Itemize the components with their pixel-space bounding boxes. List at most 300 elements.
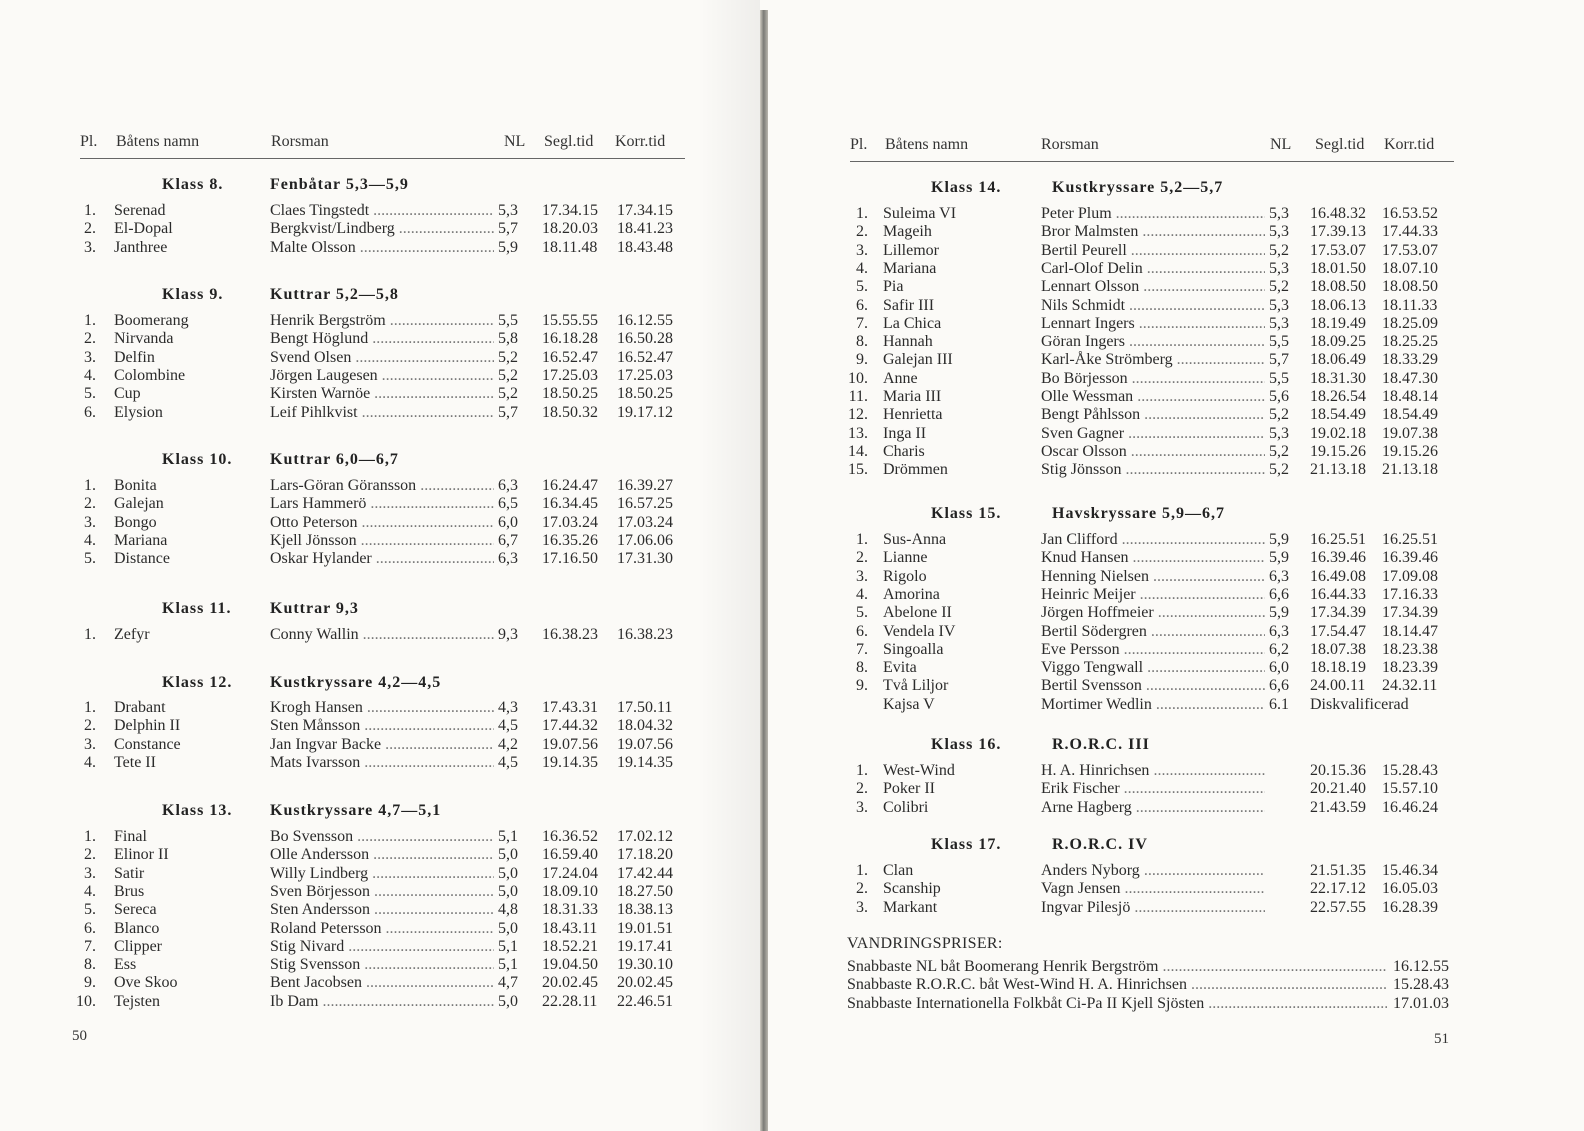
placing: 3. bbox=[84, 513, 96, 531]
sailing-time: 18.09.25 bbox=[1310, 333, 1366, 351]
vandringspris-time: 16.12.55 bbox=[1393, 958, 1449, 975]
sailing-time: 17.54.47 bbox=[1310, 622, 1366, 640]
vandringspris-text: Snabbaste NL båt Boomerang Henrik Bergström ..... bbox=[847, 958, 1387, 976]
corrected-time: 16.38.23 bbox=[617, 626, 673, 643]
result-row bbox=[768, 659, 1508, 677]
corrected-time: 18.23.39 bbox=[1382, 659, 1438, 677]
sailing-time: 20.02.45 bbox=[542, 974, 598, 992]
corrected-time: 18.48.14 bbox=[1382, 388, 1438, 405]
boat-name: Sus-Anna bbox=[883, 531, 947, 548]
result-row bbox=[768, 549, 1508, 567]
result-row bbox=[0, 865, 740, 883]
sailing-time: 16.48.32 bbox=[1310, 205, 1366, 222]
vandringspris-row bbox=[847, 958, 1467, 976]
result-row bbox=[0, 202, 740, 220]
nl-rating: 6,0 bbox=[498, 513, 518, 531]
sailing-time: 18.08.50 bbox=[1310, 278, 1366, 296]
sailing-time: 17.34.39 bbox=[1310, 604, 1366, 622]
result-row bbox=[0, 846, 740, 864]
result-row bbox=[768, 351, 1508, 369]
placing: 3. bbox=[84, 735, 96, 753]
sailing-time: 18.50.32 bbox=[542, 403, 598, 421]
nl-rating: 5,7 bbox=[1269, 351, 1289, 369]
boat-name: Poker II bbox=[883, 780, 935, 798]
result-row bbox=[768, 899, 1508, 917]
result-row bbox=[0, 367, 740, 385]
boat-name: Nirvanda bbox=[114, 330, 174, 348]
corrected-time: 16.50.28 bbox=[617, 330, 673, 348]
boat-name: Boomerang bbox=[114, 312, 189, 329]
placing: 1. bbox=[84, 828, 96, 845]
placing: 3. bbox=[856, 798, 868, 816]
boat-name: Ess bbox=[114, 956, 137, 974]
boat-name: Colombine bbox=[114, 366, 186, 384]
helmsman: Stig Jönsson ..... bbox=[1041, 461, 1265, 479]
nl-rating: 6,6 bbox=[1269, 677, 1289, 695]
sailing-time: 18.52.21 bbox=[542, 937, 598, 955]
helmsman: Claes Tingstedt ..... bbox=[270, 202, 494, 220]
class-heading-title: Kuttrar 6,0—6,7 bbox=[270, 451, 399, 468]
result-row bbox=[768, 260, 1508, 278]
placing: 1. bbox=[856, 205, 868, 222]
nl-rating: 5,6 bbox=[1269, 388, 1289, 405]
result-row bbox=[768, 696, 1508, 714]
helmsman: Nils Schmidt ..... bbox=[1041, 297, 1265, 315]
helmsman: Olle Wessman ..... bbox=[1041, 388, 1265, 406]
sailing-time: 16.36.52 bbox=[542, 828, 598, 845]
sailing-time: 17.53.07 bbox=[1310, 241, 1366, 259]
result-row bbox=[768, 799, 1508, 817]
sailing-time: 17.25.03 bbox=[542, 366, 598, 384]
result-row bbox=[0, 974, 740, 992]
corrected-time: 18.04.32 bbox=[617, 717, 673, 735]
result-row bbox=[768, 677, 1508, 695]
boat-name: Clan bbox=[883, 862, 914, 879]
corrected-time: 18.50.25 bbox=[617, 385, 673, 403]
sailing-time: 16.25.51 bbox=[1310, 531, 1366, 548]
result-row bbox=[0, 626, 740, 644]
corrected-time: 20.02.45 bbox=[617, 974, 673, 992]
nl-rating: 5,3 bbox=[498, 202, 518, 219]
placing: 9. bbox=[84, 974, 96, 992]
corrected-time: 24.32.11 bbox=[1382, 677, 1438, 695]
boat-name: Ove Skoo bbox=[114, 974, 178, 992]
nl-rating: 6,3 bbox=[1269, 567, 1289, 585]
sailing-time: 18.07.38 bbox=[1310, 640, 1366, 658]
placing: 6. bbox=[856, 296, 868, 314]
helmsman: Stig Svensson ..... bbox=[270, 956, 494, 974]
sailing-time: 15.55.55 bbox=[542, 312, 598, 329]
class-heading-title: Kuttrar 9,3 bbox=[270, 600, 359, 617]
helmsman: Leif Pihlkvist ..... bbox=[270, 404, 494, 422]
helmsman: Peter Plum ..... bbox=[1041, 205, 1265, 223]
result-row bbox=[0, 220, 740, 238]
sailing-time: 16.59.40 bbox=[542, 846, 598, 864]
corrected-time: 16.05.03 bbox=[1382, 880, 1438, 898]
placing: 5. bbox=[856, 604, 868, 622]
placing: 3. bbox=[856, 898, 868, 916]
sailing-time: 18.50.25 bbox=[542, 385, 598, 403]
placing: 2. bbox=[856, 780, 868, 798]
placing: 1. bbox=[84, 202, 96, 219]
placing: 1. bbox=[84, 477, 96, 494]
placing: 8. bbox=[856, 333, 868, 351]
nl-rating: 5,3 bbox=[1269, 223, 1289, 241]
result-row bbox=[0, 404, 740, 422]
placing: 1. bbox=[84, 312, 96, 329]
header-boat-name: Båtens namn bbox=[885, 136, 969, 153]
corrected-time: 17.42.44 bbox=[617, 864, 673, 882]
placing: 3. bbox=[84, 864, 96, 882]
corrected-time: 17.34.39 bbox=[1382, 604, 1438, 622]
nl-rating: 5,3 bbox=[1269, 259, 1289, 277]
result-row bbox=[0, 495, 740, 513]
corrected-time: 16.28.39 bbox=[1382, 898, 1438, 916]
sailing-time: 16.24.47 bbox=[542, 477, 598, 494]
result-row bbox=[768, 223, 1508, 241]
placing: 7. bbox=[856, 314, 868, 332]
sailing-time: Diskvalificerad bbox=[1310, 695, 1409, 713]
class-heading-title: Havskryssare 5,9—6,7 bbox=[1052, 505, 1226, 522]
corrected-time: 17.25.03 bbox=[617, 366, 673, 384]
result-row bbox=[768, 762, 1508, 780]
helmsman: Kjell Jönsson ..... bbox=[270, 532, 494, 550]
left-page bbox=[0, 0, 760, 1131]
nl-rating: 5,2 bbox=[498, 366, 518, 384]
page-number: 51 bbox=[1434, 1031, 1449, 1047]
vandringspris-text: Snabbaste Internationella Folkbåt Ci-Pa II Kjell Sjösten ..... bbox=[847, 995, 1387, 1013]
result-row bbox=[768, 880, 1508, 898]
boat-name: Evita bbox=[883, 659, 917, 677]
nl-rating: 5,7 bbox=[498, 220, 518, 238]
helmsman: H. A. Hinrichsen ..... bbox=[1041, 762, 1265, 780]
class-heading-number: Klass 16. bbox=[931, 736, 1002, 753]
corrected-time: 19.07.56 bbox=[617, 735, 673, 753]
class-heading-title: Kustkryssare 4,7—5,1 bbox=[270, 802, 442, 819]
helmsman: Mats Ivarsson ..... bbox=[270, 754, 494, 772]
placing: 6. bbox=[84, 919, 96, 937]
nl-rating: 5,2 bbox=[498, 385, 518, 403]
placing: 1. bbox=[84, 626, 96, 643]
vandringspris-row bbox=[847, 995, 1467, 1013]
right-page bbox=[768, 0, 1584, 1131]
header-rorsman: Rorsman bbox=[1041, 136, 1099, 153]
sailing-time: 18.31.30 bbox=[1310, 369, 1366, 387]
placing: 9. bbox=[856, 351, 868, 369]
corrected-time: 15.57.10 bbox=[1382, 780, 1438, 798]
helmsman: Bo Svensson ..... bbox=[270, 828, 494, 846]
helmsman: Bergkvist/Lindberg ..... bbox=[270, 220, 494, 238]
corrected-time: 18.43.48 bbox=[617, 238, 673, 256]
class-heading-number: Klass 17. bbox=[931, 836, 1002, 853]
sailing-time: 21.51.35 bbox=[1310, 862, 1366, 879]
boat-name: Delphin II bbox=[114, 717, 181, 735]
corrected-time: 18.27.50 bbox=[617, 882, 673, 900]
placing: 7. bbox=[84, 937, 96, 955]
header-boat-name: Båtens namn bbox=[116, 133, 200, 150]
result-row bbox=[0, 532, 740, 550]
class-heading-number: Klass 15. bbox=[931, 505, 1002, 522]
boat-name: Final bbox=[114, 828, 147, 845]
boat-name: Mariana bbox=[114, 531, 168, 549]
helmsman: Sven Börjesson ..... bbox=[270, 883, 494, 901]
helmsman: Bror Malmsten ..... bbox=[1041, 223, 1265, 241]
result-row bbox=[0, 883, 740, 901]
nl-rating: 5,9 bbox=[1269, 549, 1289, 567]
nl-rating: 5,0 bbox=[498, 864, 518, 882]
nl-rating: 5,3 bbox=[1269, 205, 1289, 222]
result-row bbox=[768, 278, 1508, 296]
nl-rating: 5,5 bbox=[1269, 333, 1289, 351]
nl-rating: 5,9 bbox=[1269, 531, 1289, 548]
helmsman: Jörgen Laugesen ..... bbox=[270, 367, 494, 385]
helmsman: Bent Jacobsen ..... bbox=[270, 974, 494, 992]
class-heading-title: R.O.R.C. IV bbox=[1052, 836, 1148, 853]
corrected-time: 16.39.27 bbox=[617, 477, 673, 494]
helmsman: Bengt Påhlsson ..... bbox=[1041, 406, 1265, 424]
class-heading-number: Klass 13. bbox=[162, 802, 233, 819]
helmsman: Henrik Bergström ..... bbox=[270, 312, 494, 330]
nl-rating: 5,1 bbox=[498, 828, 518, 845]
boat-name: Vendela IV bbox=[883, 622, 956, 640]
corrected-time: 19.15.26 bbox=[1382, 442, 1438, 460]
sailing-time: 21.43.59 bbox=[1310, 798, 1366, 816]
boat-name: West-Wind bbox=[883, 762, 955, 779]
sailing-time: 16.52.47 bbox=[542, 348, 598, 366]
corrected-time: 17.50.11 bbox=[617, 699, 673, 716]
corrected-time: 19.01.51 bbox=[617, 919, 673, 937]
nl-rating: 4,3 bbox=[498, 699, 518, 716]
helmsman: Otto Peterson ..... bbox=[270, 514, 494, 532]
helmsman: Bo Börjesson ..... bbox=[1041, 370, 1265, 388]
sailing-time: 17.34.15 bbox=[542, 202, 598, 219]
nl-rating: 4,5 bbox=[498, 753, 518, 771]
result-row bbox=[0, 385, 740, 403]
result-row bbox=[0, 938, 740, 956]
boat-name: Scanship bbox=[883, 880, 941, 898]
helmsman: Lennart Olsson ..... bbox=[1041, 278, 1265, 296]
helmsman: Vagn Jensen ..... bbox=[1041, 880, 1265, 898]
boat-name: Lillemor bbox=[883, 241, 939, 259]
result-row bbox=[0, 736, 740, 754]
header-korrtid: Korr.tid bbox=[615, 133, 666, 150]
nl-rating: 5,3 bbox=[1269, 314, 1289, 332]
nl-rating: 4,5 bbox=[498, 717, 518, 735]
class-heading-title: Kuttrar 5,2—5,8 bbox=[270, 286, 399, 303]
result-row bbox=[768, 641, 1508, 659]
corrected-time: 18.25.25 bbox=[1382, 333, 1438, 351]
sailing-time: 20.15.36 bbox=[1310, 762, 1366, 779]
result-row bbox=[768, 461, 1508, 479]
nl-rating: 5,2 bbox=[1269, 461, 1289, 479]
boat-name: Mariana bbox=[883, 259, 937, 277]
placing: 10. bbox=[76, 992, 96, 1010]
corrected-time: 19.30.10 bbox=[617, 956, 673, 974]
boat-name: Janthree bbox=[114, 238, 168, 256]
corrected-time: 16.57.25 bbox=[617, 495, 673, 513]
nl-rating: 5,0 bbox=[498, 992, 518, 1010]
sailing-time: 18.09.10 bbox=[542, 882, 598, 900]
boat-name: Kajsa V bbox=[883, 695, 935, 713]
sailing-time: 16.34.45 bbox=[542, 495, 598, 513]
corrected-time: 15.28.43 bbox=[1382, 762, 1438, 779]
boat-name: La Chica bbox=[883, 314, 942, 332]
boat-name: Bongo bbox=[114, 513, 157, 531]
corrected-time: 16.39.46 bbox=[1382, 549, 1438, 567]
corrected-time: 16.46.24 bbox=[1382, 798, 1438, 816]
result-row bbox=[0, 993, 740, 1011]
helmsman: Malte Olsson ..... bbox=[270, 239, 494, 257]
helmsman: Ingvar Pilesjö ..... bbox=[1041, 899, 1265, 917]
boat-name: Cup bbox=[114, 385, 141, 403]
result-row bbox=[768, 862, 1508, 880]
sailing-time: 18.43.11 bbox=[542, 919, 598, 937]
nl-rating: 6,5 bbox=[498, 495, 518, 513]
nl-rating: 6,3 bbox=[1269, 622, 1289, 640]
helmsman: Viggo Tengwall ..... bbox=[1041, 659, 1265, 677]
boat-name: Galejan bbox=[114, 495, 164, 513]
corrected-time: 17.16.33 bbox=[1382, 585, 1438, 603]
result-row bbox=[0, 477, 740, 495]
boat-name: Abelone II bbox=[883, 604, 952, 622]
vandringspris-text: Snabbaste R.O.R.C. båt West-Wind H. A. Hinrichsen ..... bbox=[847, 976, 1387, 994]
boat-name: Distance bbox=[114, 550, 170, 568]
helmsman: Arne Hagberg ..... bbox=[1041, 799, 1265, 817]
result-row bbox=[0, 754, 740, 772]
class-heading-number: Klass 8. bbox=[162, 176, 224, 193]
placing: 1. bbox=[856, 762, 868, 779]
helmsman: Roland Petersson ..... bbox=[270, 920, 494, 938]
boat-name: Mageih bbox=[883, 223, 932, 241]
helmsman: Svend Olsen ..... bbox=[270, 349, 494, 367]
result-row bbox=[0, 514, 740, 532]
placing: 10. bbox=[848, 369, 868, 387]
result-row bbox=[0, 828, 740, 846]
helmsman: Jan Clifford ..... bbox=[1041, 531, 1265, 549]
helmsman: Karl-Åke Strömberg ..... bbox=[1041, 351, 1265, 369]
corrected-time: 16.52.47 bbox=[617, 348, 673, 366]
nl-rating: 5,0 bbox=[498, 846, 518, 864]
corrected-time: 18.41.23 bbox=[617, 220, 673, 238]
header-segltid: Segl.tid bbox=[1315, 136, 1365, 153]
sailing-time: 16.44.33 bbox=[1310, 585, 1366, 603]
result-row bbox=[768, 604, 1508, 622]
corrected-time: 22.46.51 bbox=[617, 992, 673, 1010]
boat-name: Blanco bbox=[114, 919, 160, 937]
sailing-time: 16.39.46 bbox=[1310, 549, 1366, 567]
helmsman: Bertil Peurell ..... bbox=[1041, 242, 1265, 260]
corrected-time: 17.09.08 bbox=[1382, 567, 1438, 585]
sailing-time: 19.15.26 bbox=[1310, 442, 1366, 460]
boat-name: Singoalla bbox=[883, 640, 944, 658]
placing: 3. bbox=[84, 348, 96, 366]
helmsman: Henning Nielsen ..... bbox=[1041, 568, 1265, 586]
placing: 4. bbox=[856, 259, 868, 277]
nl-rating: 6,3 bbox=[498, 477, 518, 494]
sailing-time: 17.03.24 bbox=[542, 513, 598, 531]
header-rule bbox=[80, 158, 685, 159]
nl-rating: 5,0 bbox=[498, 919, 518, 937]
class-heading-title: Kustkryssare 5,2—5,7 bbox=[1052, 179, 1224, 196]
placing: 2. bbox=[856, 880, 868, 898]
corrected-time: 21.13.18 bbox=[1382, 461, 1438, 479]
boat-name: Delfin bbox=[114, 348, 155, 366]
placing: 4. bbox=[84, 531, 96, 549]
placing: 2. bbox=[84, 846, 96, 864]
nl-rating: 5,1 bbox=[498, 937, 518, 955]
vandringspris-row bbox=[847, 976, 1467, 994]
sailing-time: 16.18.28 bbox=[542, 330, 598, 348]
helmsman: Anders Nyborg ..... bbox=[1041, 862, 1265, 880]
placing: 4. bbox=[84, 366, 96, 384]
result-row bbox=[768, 780, 1508, 798]
sailing-time: 18.20.03 bbox=[542, 220, 598, 238]
helmsman: Göran Ingers ..... bbox=[1041, 333, 1265, 351]
result-row bbox=[0, 717, 740, 735]
sailing-time: 18.26.54 bbox=[1310, 388, 1366, 405]
corrected-time: 18.11.33 bbox=[1382, 296, 1438, 314]
boat-name: Drömmen bbox=[883, 461, 948, 479]
placing: 2. bbox=[856, 223, 868, 241]
sailing-time: 22.28.11 bbox=[542, 992, 598, 1010]
placing: 8. bbox=[84, 956, 96, 974]
boat-name: Två Liljor bbox=[883, 677, 949, 695]
result-row bbox=[768, 586, 1508, 604]
sailing-time: 18.54.49 bbox=[1310, 406, 1366, 424]
result-row bbox=[0, 956, 740, 974]
class-heading-title: R.O.R.C. III bbox=[1052, 736, 1150, 753]
helmsman: Ib Dam ..... bbox=[270, 993, 494, 1011]
page-number: 50 bbox=[72, 1028, 87, 1044]
nl-rating: 5,2 bbox=[1269, 406, 1289, 424]
corrected-time: 18.25.09 bbox=[1382, 314, 1438, 332]
nl-rating: 5,0 bbox=[498, 882, 518, 900]
sailing-time: 20.21.40 bbox=[1310, 780, 1366, 798]
sailing-time: 18.06.13 bbox=[1310, 296, 1366, 314]
sailing-time: 22.17.12 bbox=[1310, 880, 1366, 898]
result-row bbox=[768, 443, 1508, 461]
header-korrtid: Korr.tid bbox=[1384, 136, 1435, 153]
nl-rating: 5,3 bbox=[1269, 424, 1289, 442]
boat-name: Sereca bbox=[114, 901, 157, 919]
class-heading-number: Klass 9. bbox=[162, 286, 224, 303]
corrected-time: 17.02.12 bbox=[617, 828, 673, 845]
sailing-time: 19.02.18 bbox=[1310, 424, 1366, 442]
boat-name: Constance bbox=[114, 735, 181, 753]
boat-name: El-Dopal bbox=[114, 220, 173, 238]
sailing-time: 17.43.31 bbox=[542, 699, 598, 716]
sailing-time: 19.04.50 bbox=[542, 956, 598, 974]
helmsman: Erik Fischer ..... bbox=[1041, 780, 1265, 798]
sailing-time: 17.39.13 bbox=[1310, 223, 1366, 241]
corrected-time: 16.12.55 bbox=[617, 312, 673, 329]
boat-name: Amorina bbox=[883, 585, 940, 603]
boat-name: Pia bbox=[883, 278, 904, 296]
placing: 4. bbox=[856, 585, 868, 603]
helmsman: Sven Gagner ..... bbox=[1041, 425, 1265, 443]
nl-rating: 5,2 bbox=[1269, 442, 1289, 460]
placing: 5. bbox=[84, 550, 96, 568]
placing: 2. bbox=[84, 495, 96, 513]
helmsman: Bengt Höglund ..... bbox=[270, 330, 494, 348]
corrected-time: 17.44.33 bbox=[1382, 223, 1438, 241]
header-rorsman: Rorsman bbox=[271, 133, 329, 150]
boat-name: Elinor II bbox=[114, 846, 169, 864]
sailing-time: 16.38.23 bbox=[542, 626, 598, 643]
placing: 5. bbox=[84, 385, 96, 403]
helmsman: Krogh Hansen ..... bbox=[270, 699, 494, 717]
placing: 12. bbox=[848, 406, 868, 424]
